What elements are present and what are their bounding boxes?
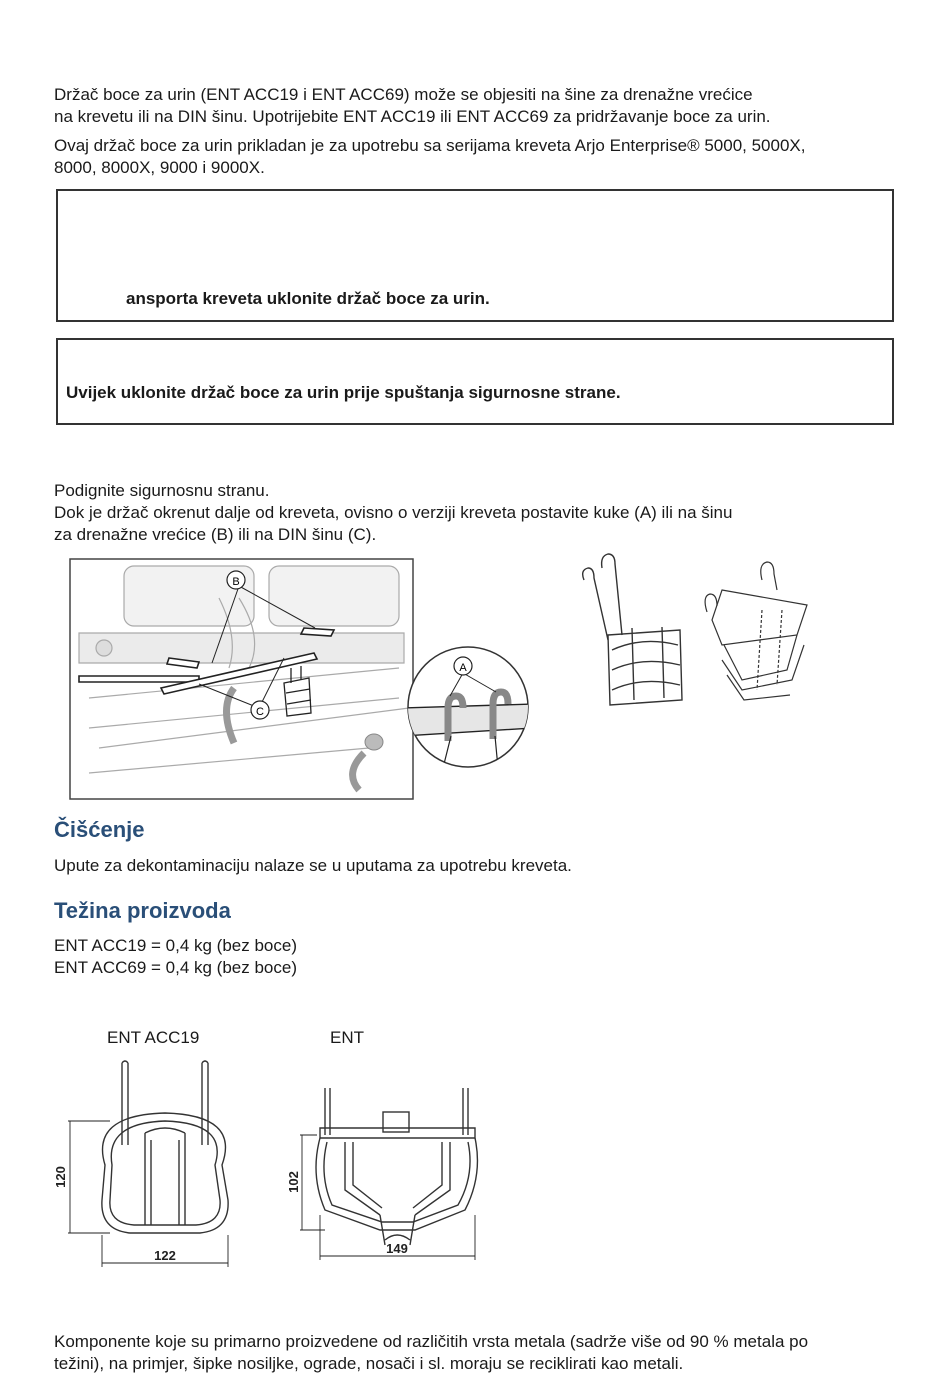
notice-box-transport <box>56 189 894 322</box>
dim-acc69-height: 102 <box>286 1171 301 1193</box>
cleaning-text: Upute za dekontaminaciju nalaze se u uputama za upotrebu kreveta. <box>54 856 572 875</box>
dimension-drawing-acc69 <box>285 1080 485 1270</box>
dim-acc19-width: 122 <box>154 1248 176 1263</box>
intro-line-3: Ovaj držač boce za urin prikladan je za upotrebu sa serijama kreveta Arjo Enterprise® 5000, 5000X, <box>54 136 806 155</box>
callout-a: A <box>459 662 467 674</box>
callout-c: C <box>256 706 264 718</box>
dimension-drawing-acc19 <box>50 1055 250 1270</box>
cleaning-heading: Čišćenje <box>54 817 145 842</box>
holder-pair-illustration <box>572 550 817 715</box>
dim-acc19-height: 120 <box>53 1166 68 1188</box>
step-line-2: Dok je držač okrenut dalje od kreveta, ovisno o verziji kreveta postavite kuke (A) ili na šinu <box>54 503 733 522</box>
installation-illustration <box>69 558 414 800</box>
notice-text-transport: ansporta kreveta uklonite držač boce za urin. <box>126 289 490 308</box>
holder-acc69-perspective <box>705 562 807 700</box>
intro-line-4: 8000, 8000X, 9000 i 9000X. <box>54 158 265 177</box>
detail-zoom-a <box>403 646 533 768</box>
dim-acc69-width: 149 <box>386 1241 408 1256</box>
holder-acc19-perspective <box>583 554 682 705</box>
recycling-line-1: Komponente koje su primarno proizvedene od različitih vrsta metala (sadrže više od 90 % metala po <box>54 1332 809 1351</box>
dim-label-acc19: ENT ACC19 <box>107 1028 200 1047</box>
weight-line-1: ENT ACC19 = 0,4 kg (bez boce) <box>54 936 298 955</box>
recycling-line-2: težini), na primjer, šipke nosiljke, ograde, nosači i sl. moraju se reciklirati kao metali. <box>54 1354 684 1373</box>
weight-heading: Težina proizvoda <box>54 898 231 923</box>
notice-box-siderail <box>56 338 894 425</box>
intro-line-2: na krevetu ili na DIN šinu. Upotrijebite ENT ACC19 ili ENT ACC69 za pridržavanje boce za urin. <box>54 107 771 126</box>
step-line-3: za drenažne vrećice (B) ili na DIN šinu (C). <box>54 525 377 544</box>
dim-label-acc69: ENT <box>330 1028 364 1047</box>
notice-text-siderail: Uvijek uklonite držač boce za urin prije spuštanja sigurnosne strane. <box>66 383 621 402</box>
step-line-1: Podignite sigurnosnu stranu. <box>54 481 270 500</box>
weight-line-2: ENT ACC69 = 0,4 kg (bez boce) <box>54 958 298 977</box>
intro-line-1: Držač boce za urin (ENT ACC19 i ENT ACC69) može se objesiti na šine za drenažne vrećice <box>54 85 753 104</box>
callout-b: B <box>232 576 240 588</box>
